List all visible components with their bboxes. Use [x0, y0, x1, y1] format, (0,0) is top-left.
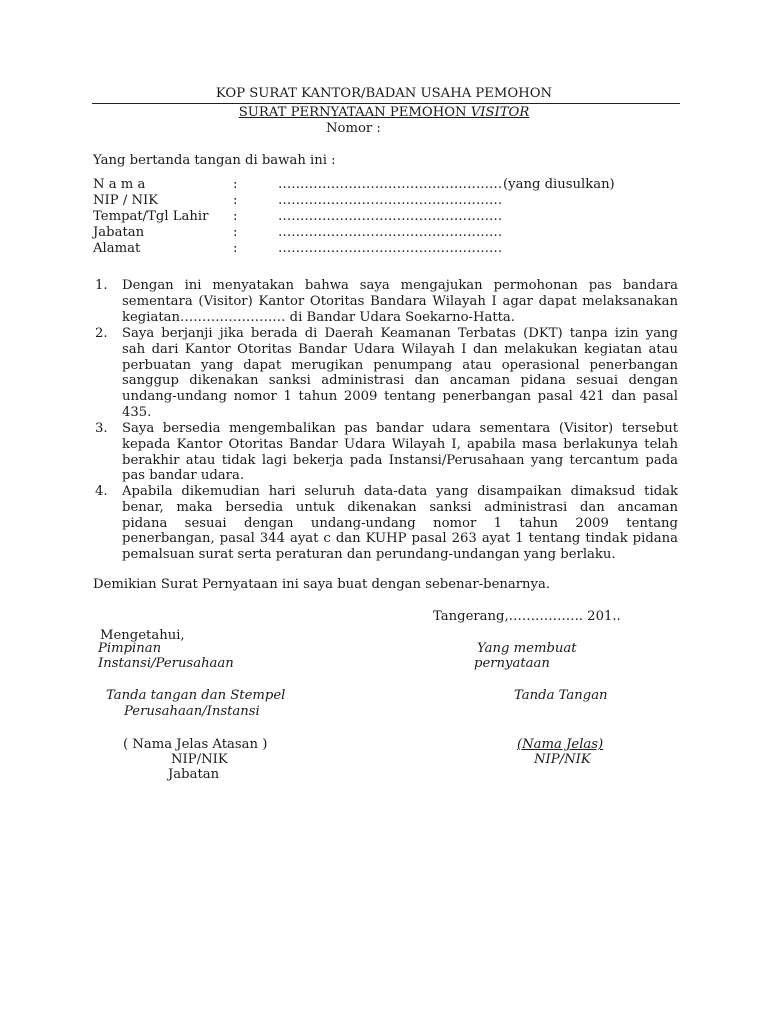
- field-blank: ……………………………………………: [278, 193, 503, 208]
- statement-2: [122, 326, 678, 421]
- field-note: (yang diusulkan): [503, 177, 615, 192]
- statement-number: 3.: [95, 421, 108, 436]
- statement-number: 2.: [95, 326, 108, 341]
- statement-line: pemalsuan surat serta peraturan dan perundang-undangan yang berlaku.: [122, 547, 616, 563]
- statement-line: sanggup dikenakan sanksi administrasi dan ancaman pidana sesuai dengan: [122, 373, 678, 389]
- statement-number: 4.: [95, 484, 108, 499]
- statement-line: Dengan ini menyatakan bahwa saya mengajukan permohonan pas bandara: [122, 278, 678, 293]
- instansi-label: Instansi/Perusahaan: [98, 656, 234, 671]
- field-label: Jabatan: [93, 225, 145, 240]
- statement-line: 435.: [122, 404, 152, 420]
- statement-line: kegiatan…………………… di Bandar Udara Soekarno-Hatta.: [122, 309, 515, 325]
- intro-text: Yang bertanda tangan di bawah ini :: [93, 153, 336, 168]
- supervisor-name-placeholder: ( Nama Jelas Atasan ): [123, 737, 268, 752]
- statement-line: Apabila dikemudian hari seluruh data-data yang disampaikan dimaksud tidak: [122, 484, 678, 499]
- field-blank: ……………………………………………: [278, 177, 503, 192]
- letterhead-text: KOP SURAT KANTOR/BADAN USAHA PEMOHON: [215, 86, 553, 101]
- supervisor-jabatan-label: Jabatan: [168, 767, 220, 782]
- statement-line: pidana sesuai dengan undang-undang nomor 1 tahun 2009 tentang: [122, 515, 678, 531]
- field-blank: ……………………………………………: [278, 241, 503, 256]
- maker-signature-label: Tanda Tangan: [514, 688, 608, 703]
- statement-line: perbuatan yang dapat merugikan penumpang atau operasional penerbangan: [122, 357, 678, 373]
- maker-label-line1: Yang membuat: [477, 641, 577, 656]
- field-colon: :: [233, 241, 238, 256]
- field-label: N a m a: [93, 177, 146, 192]
- statement-line: undang-undang nomor 1 tahun 2009 tentang penerbangan pasal 421 dan pasal: [122, 389, 678, 405]
- field-label: Alamat: [93, 241, 141, 256]
- document-number: Nomor :: [326, 121, 381, 136]
- maker-label-line2: pernyataan: [474, 656, 550, 671]
- statement-line: sementara (Visitor) Kantor Otoritas Bandara Wilayah I agar dapat melaksanakan: [122, 293, 678, 309]
- closing-text: Demikian Surat Pernyataan ini saya buat dengan sebenar-benarnya.: [93, 577, 551, 592]
- document-title: [0, 105, 768, 120]
- statement-line: Saya berjanji jika berada di Daerah Keamanan Terbatas (DKT) tanpa izin yang: [122, 326, 678, 341]
- field-blank: ……………………………………………: [278, 209, 503, 224]
- signature-company-label: Perusahaan/Instansi: [124, 704, 260, 719]
- statement-line: penerbangan, pasal 344 ayat c dan KUHP pasal 263 ayat 1 tentang tindak pidana: [122, 531, 678, 547]
- statement-3: [122, 421, 678, 484]
- statement-line: Saya bersedia mengembalikan pas bandar udara sementara (Visitor) tersebut: [122, 421, 678, 436]
- place-date: Tangerang,…………….. 201..: [433, 609, 621, 624]
- field-blank: ……………………………………………: [278, 225, 503, 240]
- statement-4: [122, 484, 678, 563]
- statement-number: 1.: [95, 278, 108, 293]
- pimpinan-label: Pimpinan: [98, 641, 162, 656]
- field-colon: :: [233, 209, 238, 224]
- field-colon: :: [233, 193, 238, 208]
- statement-line: kepada Kantor Otoritas Bandar Udara Wilayah I, apabila masa berlakunya telah: [122, 436, 678, 452]
- statement-line: sah dari Kantor Otoritas Bandar Udara Wilayah I dan melakukan kegiatan atau: [122, 341, 678, 357]
- statement-1: [122, 278, 678, 325]
- signature-stamp-label: Tanda tangan dan Stempel: [106, 688, 286, 703]
- field-colon: :: [233, 177, 238, 192]
- maker-name-placeholder: (Nama Jelas): [517, 737, 604, 752]
- maker-nip-label: NIP/NIK: [534, 752, 591, 767]
- statement-line: berakhir atau tidak lagi bekerja pada Instansi/Perusahaan yang tercantum pada: [122, 452, 678, 468]
- header-rule: [92, 103, 680, 104]
- document-title-main: SURAT PERNYATAAN PEMOHON: [238, 105, 471, 120]
- supervisor-nip-label: NIP/NIK: [171, 752, 228, 767]
- statement-line: pas bandar udara.: [122, 468, 245, 484]
- document-title-visitor: VISITOR: [470, 105, 530, 120]
- field-label: NIP / NIK: [93, 193, 159, 208]
- statement-line: benar, maka bersedia untuk dikenakan sanksi administrasi dan ancaman: [122, 499, 678, 515]
- field-label: Tempat/Tgl Lahir: [93, 209, 209, 224]
- mengetahui-label: Mengetahui,: [100, 628, 185, 643]
- field-colon: :: [233, 225, 238, 240]
